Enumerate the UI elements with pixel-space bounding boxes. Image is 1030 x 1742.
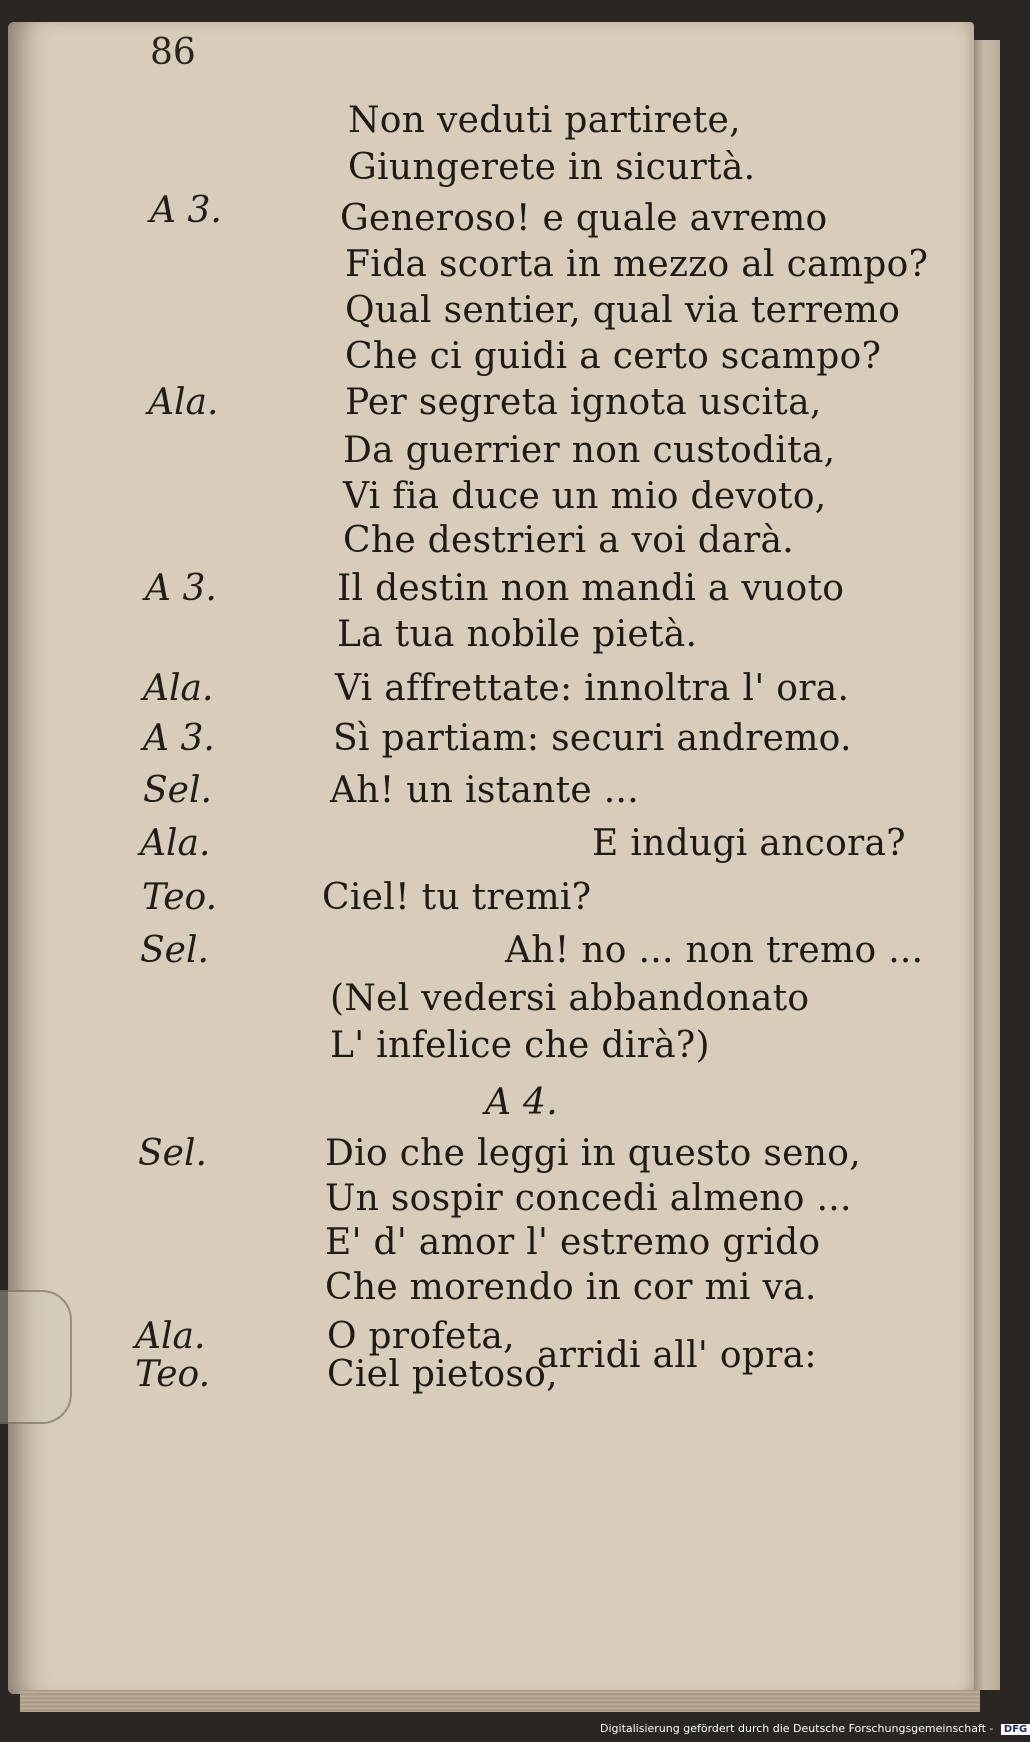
speaker-label: Ala. — [148, 382, 219, 423]
book-page-edge-bottom — [20, 1690, 980, 1712]
page-clip — [0, 1290, 72, 1424]
verse-line: (Nel vedersi abbandonato — [330, 978, 810, 1019]
verse-line: Giungerete in sicurtà. — [348, 147, 756, 188]
verse-line: Vi affrettate: innoltra l' ora. — [335, 668, 850, 709]
verse-line: Un sospir concedi almeno ... — [325, 1178, 852, 1219]
verse-line: Ciel pietoso, — [327, 1354, 558, 1395]
verse-line: Non veduti partirete, — [348, 100, 741, 141]
verse-line: arridi all' opra: — [537, 1335, 817, 1376]
verse-line: Vi fia duce un mio devoto, — [343, 476, 827, 517]
speaker-label: Sel. — [143, 770, 212, 811]
verse-line: Qual sentier, qual via terremo — [345, 290, 901, 331]
verse-line: Generoso! e quale avremo — [340, 198, 828, 239]
speaker-label: A 3. — [145, 568, 217, 609]
verse-line: Dio che leggi in questo seno, — [325, 1133, 861, 1174]
verse-line: E' d' amor l' estremo grido — [325, 1222, 821, 1263]
speaker-label: Sel. — [138, 1133, 207, 1174]
verse-line: Per segreta ignota uscita, — [345, 382, 822, 423]
verse-line: Ah! un istante ... — [330, 770, 639, 811]
verse-line: La tua nobile pietà. — [337, 614, 698, 655]
speaker-label: Ala. — [143, 668, 214, 709]
verse-line: A 4. — [485, 1082, 558, 1123]
footer-text: Digitalisierung gefördert durch die Deutsche Forschungsgemeinschaft - — [600, 1722, 994, 1735]
dfg-logo: DFG — [1001, 1724, 1030, 1735]
speaker-label: A 3. — [150, 190, 222, 231]
speaker-label: Teo. — [142, 877, 218, 918]
page-number: 86 — [150, 32, 196, 73]
verse-line: Da guerrier non custodita, — [343, 430, 836, 471]
speaker-label: Sel. — [140, 930, 209, 971]
verse-line: L' infelice che dirà?) — [330, 1025, 710, 1066]
verse-line: Ciel! tu tremi? — [322, 877, 592, 918]
speaker-label: Teo. — [135, 1354, 211, 1395]
verse-line: Ah! no ... non tremo ... — [505, 930, 924, 971]
digitization-footer — [600, 1722, 1028, 1740]
verse-line: O profeta, — [327, 1316, 515, 1357]
speaker-label: A 3. — [143, 718, 215, 759]
verse-line: Sì partiam: securi andremo. — [333, 718, 852, 759]
book-page-edge-right — [974, 40, 1000, 1690]
verse-line: E indugi ancora? — [592, 823, 906, 864]
verse-line: Il destin non mandi a vuoto — [337, 568, 845, 609]
verse-line: Che destrieri a voi darà. — [343, 520, 794, 561]
speaker-label: Ala. — [135, 1316, 206, 1357]
verse-line: Fida scorta in mezzo al campo? — [345, 244, 929, 285]
speaker-label: Ala. — [140, 823, 211, 864]
verse-line: Che ci guidi a certo scampo? — [345, 336, 882, 377]
verse-line: Che morendo in cor mi va. — [325, 1267, 817, 1308]
